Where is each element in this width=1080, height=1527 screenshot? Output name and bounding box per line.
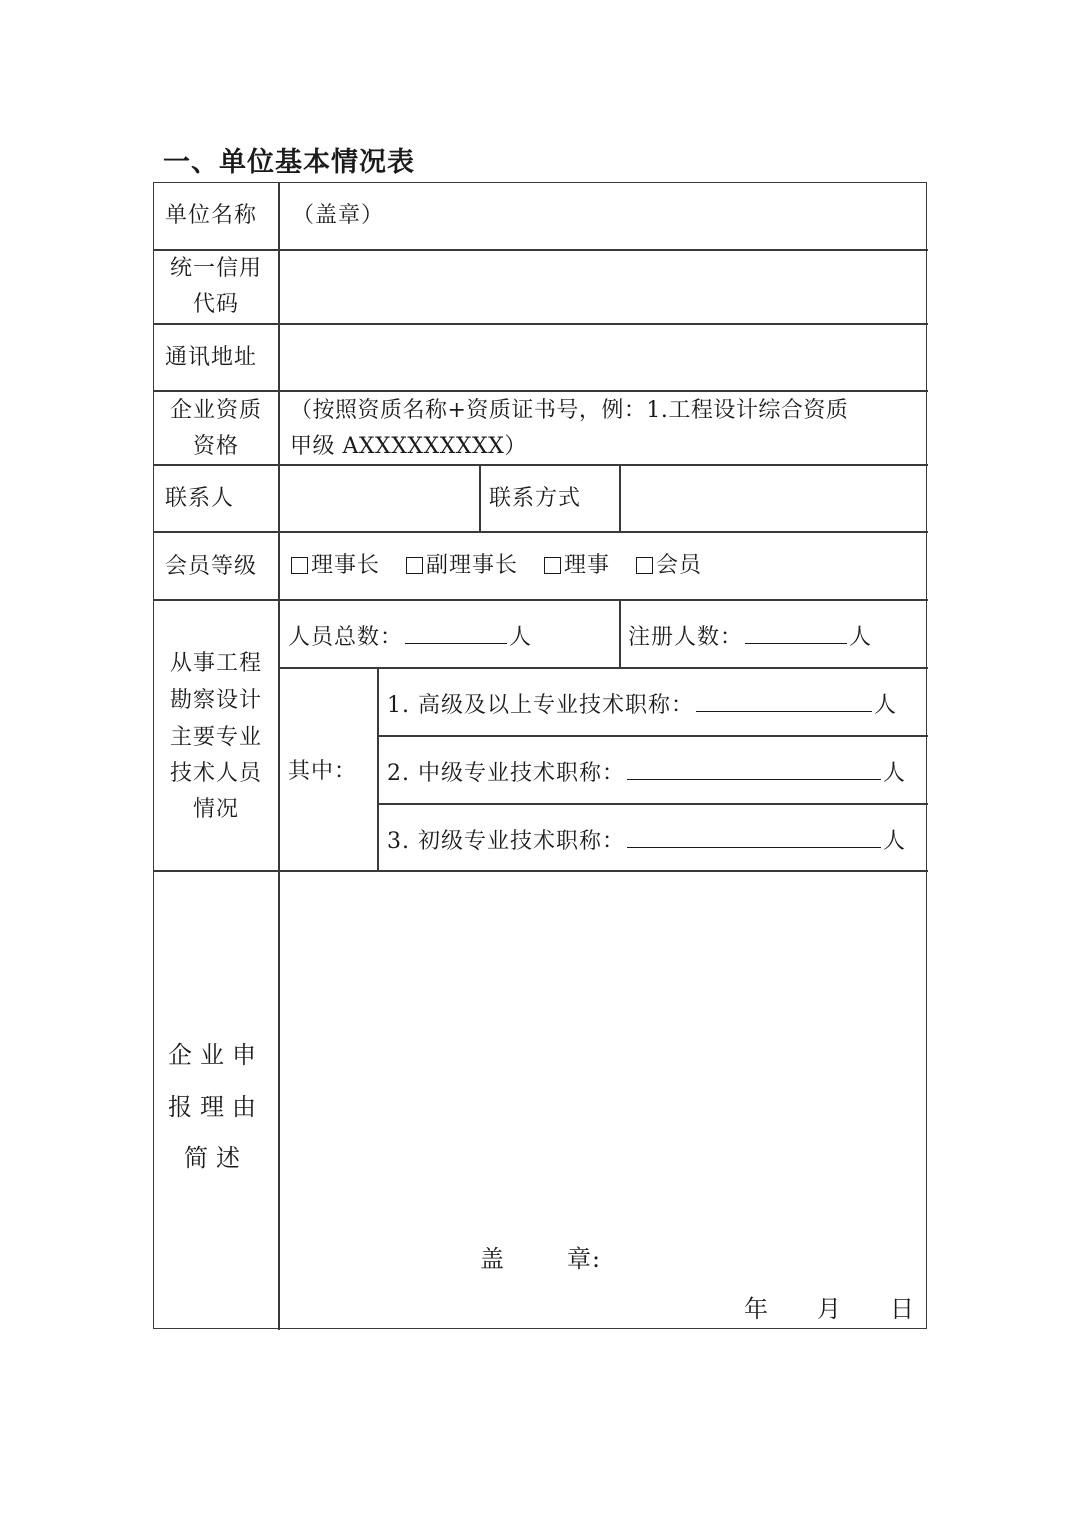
option-member[interactable]: 会员 — [636, 548, 702, 584]
junior-title-row: 3. 初级专业技术职称： 人 — [387, 821, 906, 860]
column-divider — [377, 667, 379, 870]
reason-label-line3: 简述 — [184, 1144, 248, 1172]
column-divider — [619, 599, 621, 667]
date-month: 月 — [817, 1295, 842, 1323]
contact-label: 联系人 — [165, 486, 235, 511]
member-level-label: 会员等级 — [165, 554, 258, 579]
address-label: 通讯地址 — [165, 345, 258, 370]
senior-title-row: 1. 高级及以上专业技术职称： 人 — [387, 685, 897, 724]
reason-label-line1: 企业申 — [168, 1041, 264, 1069]
staff-label-line5: 情况 — [192, 797, 239, 822]
row-divider — [154, 599, 928, 601]
middle-title-row: 2. 中级专业技术职称： 人 — [387, 753, 906, 792]
credit-code-field[interactable] — [280, 250, 926, 322]
checkbox-icon[interactable] — [544, 557, 561, 574]
staff-registered-input[interactable] — [745, 617, 847, 644]
date-year: 年 — [744, 1295, 769, 1323]
qualification-label-line2: 资格 — [192, 434, 239, 459]
among-label: 其中： — [288, 759, 358, 784]
row-divider — [278, 667, 928, 669]
qualification-label-line1: 企业资质 — [169, 398, 262, 423]
contact-field[interactable] — [280, 465, 478, 530]
credit-code-label-line1: 统一信用 — [169, 256, 262, 281]
middle-title-input[interactable] — [627, 753, 881, 780]
contact-method-label: 联系方式 — [489, 486, 582, 511]
staff-label-line3: 主要专业 — [169, 725, 262, 750]
credit-code-label-line2: 代码 — [192, 292, 239, 317]
row-divider — [377, 735, 928, 737]
staff-label-line4: 技术人员 — [169, 761, 262, 786]
page-title: 一、单位基本情况表 — [163, 147, 415, 178]
checkbox-icon[interactable] — [291, 557, 308, 574]
staff-label-line2: 勘察设计 — [169, 688, 262, 713]
seal-char1: 盖 — [480, 1245, 505, 1273]
staff-label-line1: 从事工程 — [169, 651, 262, 676]
member-level-options — [291, 548, 728, 584]
unit-name-field[interactable]: （盖章） — [292, 203, 385, 228]
qualification-hint-line2[interactable]: 甲级 AXXXXXXXXX） — [290, 434, 527, 459]
seal-char2: 章: — [567, 1245, 602, 1273]
junior-title-input[interactable] — [627, 821, 881, 848]
reason-field[interactable] — [280, 872, 926, 1232]
address-field[interactable] — [280, 324, 926, 389]
reason-label-line2: 报理由 — [168, 1093, 264, 1121]
qualification-hint-line1[interactable]: （按照资质名称+资质证书号，例：1.工程设计综合资质 — [290, 398, 849, 423]
option-chairman[interactable]: 理事长 — [291, 548, 380, 584]
contact-method-field[interactable] — [621, 465, 926, 530]
checkbox-icon[interactable] — [406, 557, 423, 574]
column-divider — [479, 464, 481, 531]
date-day: 日 — [890, 1295, 915, 1323]
unit-info-form — [153, 182, 927, 1329]
senior-title-input[interactable] — [696, 685, 872, 712]
checkbox-icon[interactable] — [636, 557, 653, 574]
row-divider — [154, 390, 928, 392]
unit-name-label: 单位名称 — [165, 203, 258, 228]
row-divider — [154, 531, 928, 533]
option-vice-chairman[interactable]: 副理事长 — [406, 548, 518, 584]
staff-total-input[interactable] — [405, 617, 507, 644]
row-divider — [377, 803, 928, 805]
staff-total: 人员总数： 人 — [288, 617, 532, 656]
option-director[interactable]: 理事 — [544, 548, 610, 584]
staff-registered: 注册人数： 人 — [628, 617, 872, 656]
